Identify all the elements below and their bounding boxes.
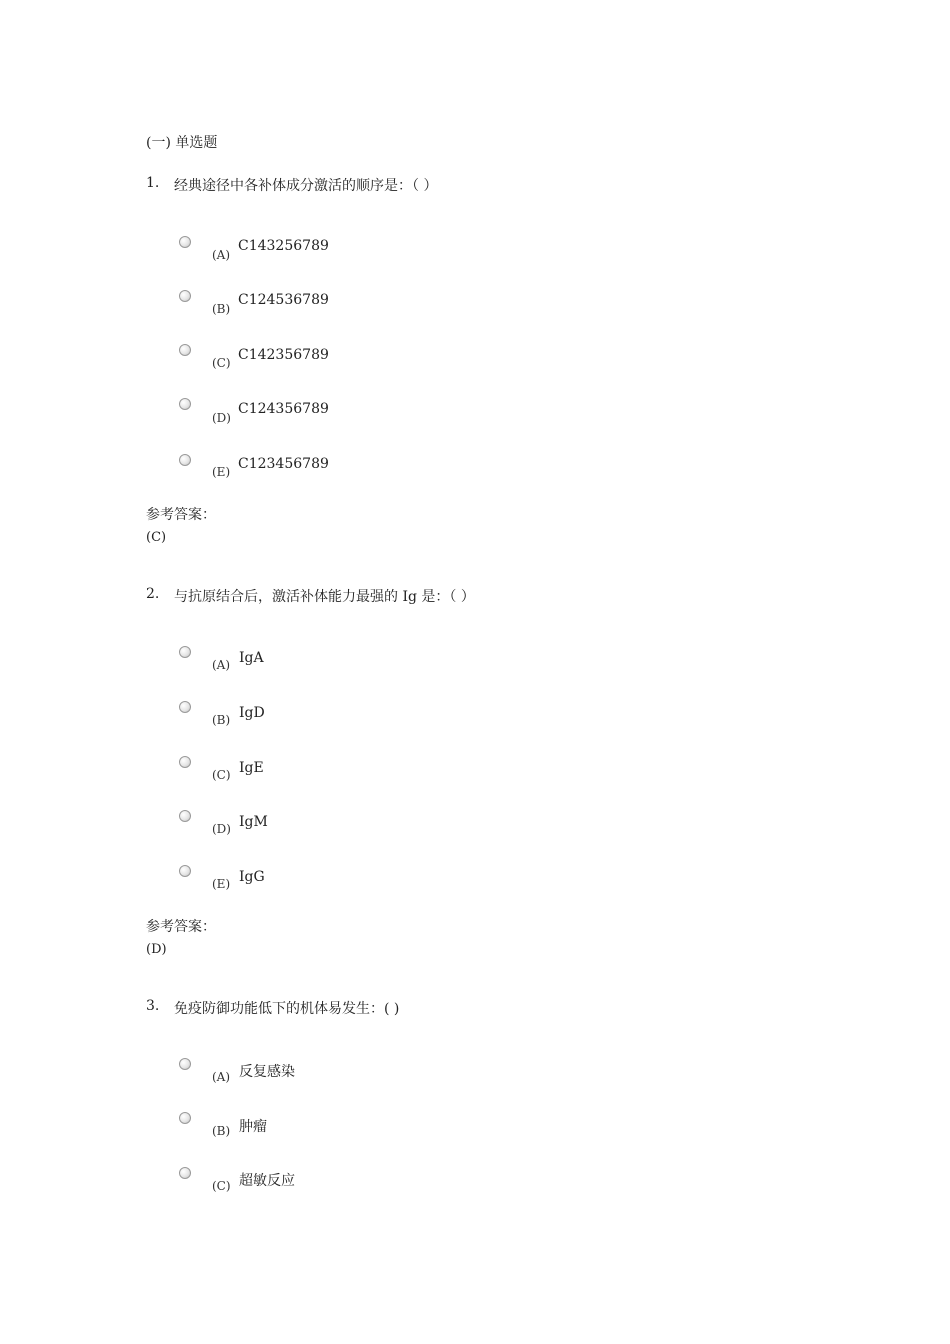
radio-button[interactable]: [179, 398, 191, 410]
question-number: 1.: [146, 175, 160, 191]
question-text: 经典途径中各补体成分激活的顺序是：（ ）: [174, 178, 438, 194]
option-text: IgE: [239, 760, 264, 776]
radio-button[interactable]: [179, 236, 191, 248]
answer-value: (D): [146, 942, 167, 957]
option-letter: (B): [212, 302, 231, 316]
radio-button[interactable]: [179, 454, 191, 466]
option-text: 超敏反应: [239, 1173, 295, 1189]
question-number: 2.: [146, 586, 160, 602]
option-letter: (A): [212, 658, 231, 672]
answer-label: 参考答案：: [146, 507, 216, 523]
option-text: IgG: [239, 869, 265, 885]
radio-button[interactable]: [179, 290, 191, 302]
option-text: IgM: [239, 814, 268, 830]
section-title: (一) 单选题: [146, 135, 218, 151]
option-letter: (E): [212, 877, 231, 891]
option-letter: (D): [212, 411, 231, 425]
option-text: 反复感染: [239, 1064, 295, 1080]
option-text: 肿瘤: [239, 1119, 267, 1135]
question-text: 与抗原结合后，激活补体能力最强的 Ig 是：（ ）: [174, 589, 475, 605]
option-letter: (A): [212, 248, 231, 262]
option-letter: (B): [212, 1124, 231, 1138]
radio-button[interactable]: [179, 1112, 191, 1124]
option-text: C124356789: [238, 401, 329, 417]
radio-button[interactable]: [179, 344, 191, 356]
option-letter: (C): [212, 768, 231, 782]
option-text: IgA: [239, 650, 264, 666]
option-text: C143256789: [238, 238, 329, 254]
radio-button[interactable]: [179, 1167, 191, 1179]
option-text: C142356789: [238, 347, 329, 363]
option-text: C123456789: [238, 456, 329, 472]
option-text: IgD: [239, 705, 265, 721]
radio-button[interactable]: [179, 701, 191, 713]
radio-button[interactable]: [179, 756, 191, 768]
question-text: 免疫防御功能低下的机体易发生：( ): [174, 1001, 400, 1017]
option-letter: (A): [212, 1070, 231, 1084]
option-letter: (E): [212, 465, 231, 479]
option-text: C124536789: [238, 292, 329, 308]
option-letter: (D): [212, 822, 231, 836]
radio-button[interactable]: [179, 810, 191, 822]
question-number: 3.: [146, 998, 160, 1014]
option-letter: (C): [212, 1179, 231, 1193]
radio-button[interactable]: [179, 865, 191, 877]
option-letter: (C): [212, 356, 231, 370]
radio-button[interactable]: [179, 1058, 191, 1070]
answer-value: (C): [146, 530, 167, 545]
option-letter: (B): [212, 713, 231, 727]
answer-label: 参考答案：: [146, 919, 216, 935]
radio-button[interactable]: [179, 646, 191, 658]
